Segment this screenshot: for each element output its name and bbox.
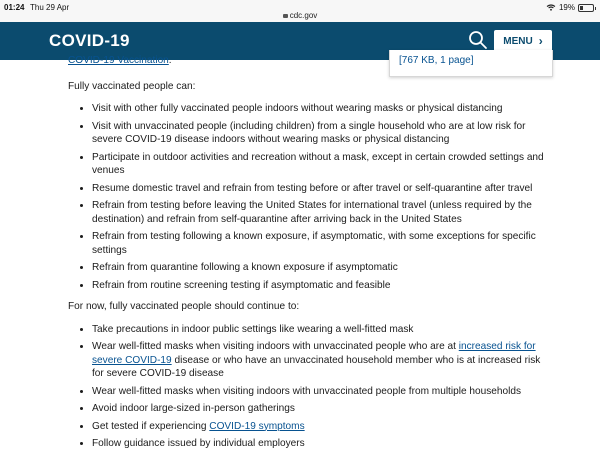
can-list <box>68 102 548 292</box>
list-item: • Refrain from routine screening testing if asymptomatic and feasible <box>92 279 548 293</box>
continue-heading: For now, fully vaccinated people should continue to: <box>68 301 300 312</box>
list-item-text: disease or who have an unvaccinated household member who is at increased risk for severe COVID-19 disease <box>92 354 541 379</box>
status-date: Thu 29 Apr <box>30 3 70 12</box>
status-time: 01:24 <box>4 3 25 12</box>
list-item <box>92 340 548 381</box>
menu-button-label: MENU <box>503 35 533 47</box>
main-content <box>68 54 548 455</box>
list-item: • Participate in outdoor activities and recreation without a mask, except in certain crowded settings and venues <box>92 151 548 178</box>
list-item: • Refrain from testing following a known exposure, if asymptomatic, with some exceptions for specific settings <box>92 230 548 257</box>
list-item: • Refrain from quarantine following a known exposure if asymptomatic <box>92 261 548 275</box>
status-right <box>546 3 594 12</box>
list-item: • Follow guidance issued by individual employers <box>92 437 548 451</box>
list-item-text: Get tested if experiencing <box>92 420 210 432</box>
status-bar <box>0 0 600 22</box>
covid-symptoms-link[interactable]: COVID-19 symptoms <box>209 420 305 432</box>
can-heading: Fully vaccinated people can: <box>68 80 196 92</box>
battery-percent: 19% <box>558 3 575 12</box>
site-title[interactable]: COVID-19 <box>49 31 130 50</box>
increased-risk-link[interactable]: increased risk for severe COVID-19 <box>92 341 536 366</box>
url-text: cdc.gov <box>289 11 318 20</box>
vaccination-link[interactable]: COVID-19 Vaccination <box>68 55 169 66</box>
search-icon[interactable] <box>468 30 488 50</box>
list-item-text: Wear well-fitted masks when visiting indoors with unvaccinated people who are at <box>92 341 459 352</box>
battery-icon <box>578 4 594 12</box>
list-item: • Wear well-fitted masks when visiting indoors with unvaccinated people from multiple households <box>92 385 548 399</box>
list-item: • Visit with unvaccinated people (including children) from a single household who are at low risk for severe COVID-19 disease indoors without wearing masks or physical distancing <box>92 120 548 147</box>
list-item <box>92 420 548 434</box>
continue-list <box>68 323 548 451</box>
file-size-link[interactable]: [767 KB, 1 page] <box>399 55 474 66</box>
list-item: • Take precautions in indoor public settings like wearing a well-fitted mask <box>92 323 548 337</box>
wifi-icon <box>546 4 556 11</box>
menu-button[interactable] <box>494 30 552 52</box>
list-item: • Resume domestic travel and refrain from testing before or after travel or self-quarantine after travel <box>92 182 548 196</box>
intro-line <box>68 54 548 68</box>
list-item: • Visit with other fully vaccinated people indoors without wearing masks or physical distancing <box>92 102 548 116</box>
punctuation: . <box>168 55 172 66</box>
list-item: • Refrain from testing before leaving the United States for international travel (unless required by the destination) and refrain from self-quarantine after arriving back in the United States <box>92 199 548 226</box>
lock-icon <box>283 14 288 18</box>
list-item: • Avoid indoor large-sized in-person gatherings <box>92 402 548 416</box>
address-bar[interactable] <box>0 11 600 20</box>
chevron-right-icon: › <box>538 34 543 48</box>
